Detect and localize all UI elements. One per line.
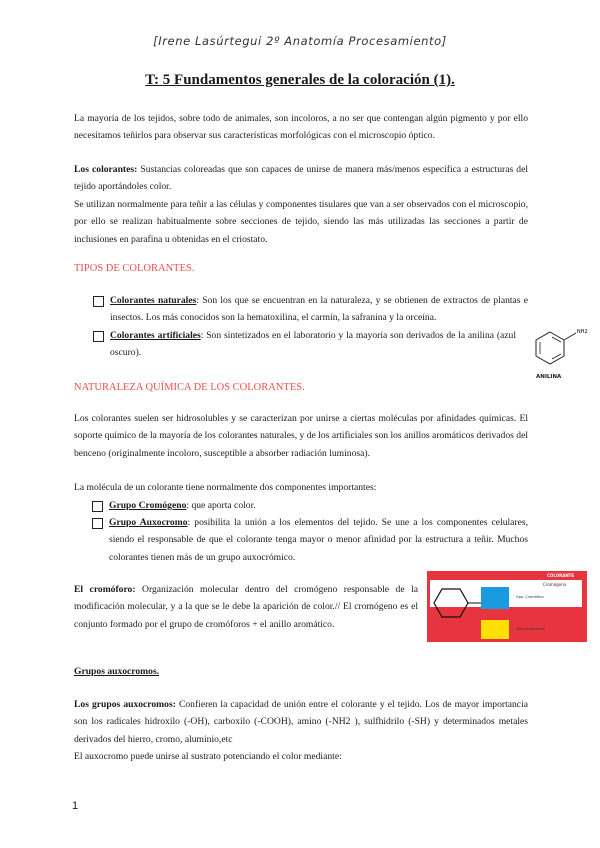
item-label: Grupo Cromógeno xyxy=(109,500,187,511)
list-item xyxy=(109,497,528,514)
molecula-paragraph: La molécula de un colorante tiene normalmente dos componentes importantes: xyxy=(74,482,377,493)
anilina-label: ANILINA xyxy=(536,374,562,380)
intro-paragraph: La mayoría de los tejidos, sobre todo de animales, son incoloros, a no ser que contengan algún pigmento y por ello necesitamos teñirlos para observar sus características morfológicas con el microscopio óptico. xyxy=(74,113,528,142)
cromoforo-box-label: Gpo. Cromóforo xyxy=(516,595,544,599)
auxocromos-heading: Grupos auxocromos. xyxy=(74,666,160,677)
checkbox-icon xyxy=(92,501,103,512)
auxocromos-text: Confieren la capacidad de unión entre el colorante y el tejido. Los de mayor importancia son los radicales hidroxilo (-OH), carboxilo (-COOH), amino (-NH2 ), sulfhidrilo (-SH) y determinados metales derivados del hierro, cromo, aluminio,etc xyxy=(74,699,528,745)
cromoforo-text: Organización molecular dentro del cromógeno responsable de la modificación molecular, y a la que se le debe la aparición de color.// El cromógeno es el conjunto formado por el grupo de cromóforos + el anillo aromático. xyxy=(74,584,418,630)
diagram-title: COLORANTE xyxy=(547,573,575,578)
auxocromo-box xyxy=(481,620,509,639)
colorantes-label: Los colorantes: xyxy=(74,164,138,175)
colorantes-text: Sustancias coloreadas que son capaces de unirse de manera más/menos específica a estructuras del tejido aportándoles color. xyxy=(74,164,528,193)
item-text: : Son los que se encuentran en la naturaleza, y se obtienen de extractos de plantas e insectos. Los más conocidos son la hematoxilina, el carmín, la safranina y la orceína. xyxy=(110,295,528,324)
tipos-heading: TIPOS DE COLORANTES. xyxy=(74,263,195,274)
colorante-diagram xyxy=(427,571,587,642)
page-title: T: 5 Fundamentos generales de la coloración (1). xyxy=(145,72,455,88)
page-number: 1 xyxy=(72,800,79,812)
item-text: : que aporta color. xyxy=(186,500,256,511)
item-text: : Son sintetizados en el laboratorio y la mayoría son derivados de la anilina (azul oscuro). xyxy=(110,330,516,359)
colorantes-paragraph xyxy=(74,161,528,196)
anilina-structure-figure xyxy=(520,320,590,382)
item-label: Colorantes artificiales xyxy=(110,330,201,341)
item-label: Colorantes naturales xyxy=(110,295,197,306)
cromoforo-box xyxy=(481,587,509,609)
item-text: : posibilita la unión a los elementos del tejido. Se une a los componentes celulares, siendo el responsable de que el colorante tenga mayor o menor afinidad por la estructura a teñir. Muchos colorantes tienen más de un grupo auxocrómico. xyxy=(109,517,529,563)
cromoforo-label: El cromóforo: xyxy=(74,584,136,595)
auxocromos-paragraph xyxy=(74,696,528,748)
colorantes-uso-paragraph: Se utilizan normalmente para teñir a las células y componentes tisulares que van a ser observados con el microscopio, por ello se realizan habitualmente sobre secciones de tejido, siendo las más utilizadas las secciones a partir de inclusiones en parafina u obtenidas en el criostato. xyxy=(74,199,528,245)
list-item xyxy=(109,514,528,566)
auxocromo-box-label: Gpo. Auxocromo xyxy=(516,627,545,631)
item-label: Grupo Auxocromo xyxy=(109,517,188,528)
cromogeno-label: Cromógeno xyxy=(543,582,567,587)
auxocromo-union-paragraph: El auxocromo puede unirse al sustrato potenciando el color mediante: xyxy=(74,751,342,762)
list-item xyxy=(110,327,516,362)
auxocromos-label: Los grupos auxocromos: xyxy=(74,699,176,710)
cromoforo-paragraph xyxy=(74,581,418,633)
amino-group-label: NH2 xyxy=(577,329,588,335)
checkbox-icon xyxy=(93,331,104,342)
checkbox-icon xyxy=(93,296,104,307)
naturaleza-heading: NATURALEZA QUÍMICA DE LOS COLORANTES. xyxy=(74,382,305,393)
naturaleza-paragraph: Los colorantes suelen ser hidrosolubles y se caracterizan por unirse a ciertas moléculas por afinidades químicas. El soporte químico de la mayoría de los colorantes naturales, y de los artificiales son los anillos aromáticos derivados del benceno (originalmente incoloro, susceptible a absorber radiación luminosa). xyxy=(74,413,528,459)
benzene-ring-icon xyxy=(430,581,482,639)
page-header: [Irene Lasúrtegui 2º Anatomía Procesamiento] xyxy=(153,34,447,48)
list-item xyxy=(110,292,528,327)
checkbox-icon xyxy=(92,518,103,529)
